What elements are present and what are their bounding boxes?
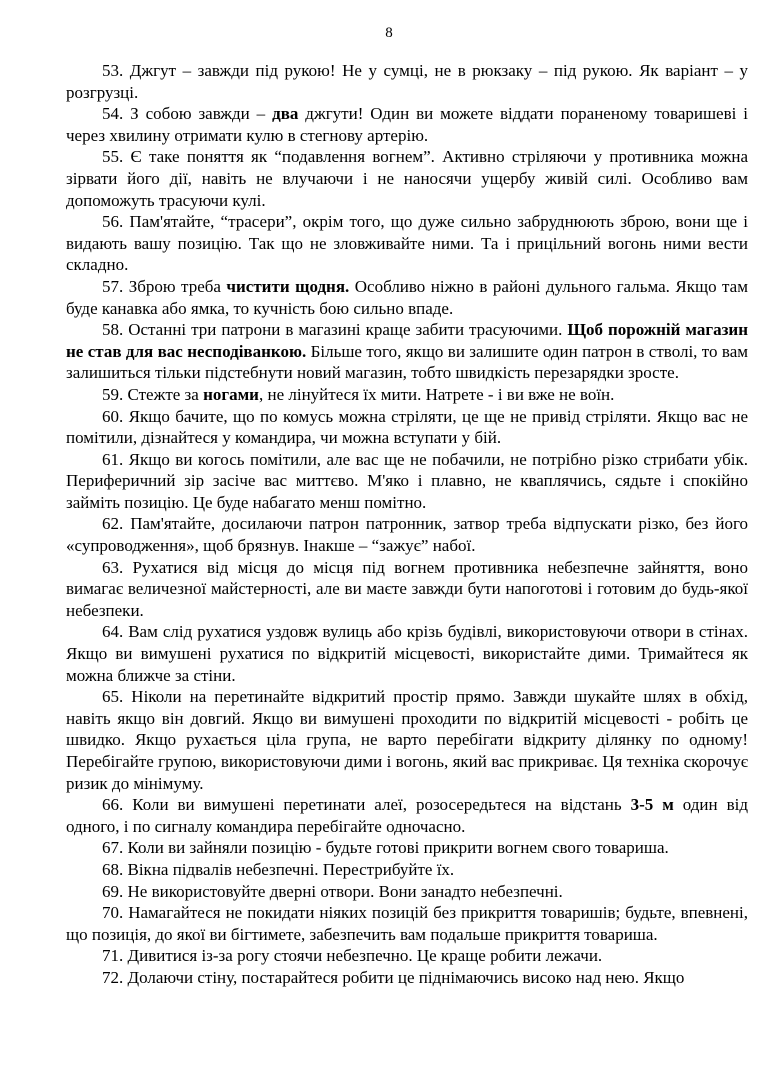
text-run: 53. Джгут – завжди під рукою! Не у сумці, не в рюкзаку – під рукою. Як варіант – у розгрузці. [66, 61, 748, 102]
paragraph [66, 837, 748, 859]
paragraph [66, 859, 748, 881]
paragraph [66, 60, 748, 103]
paragraph [66, 276, 748, 319]
text-run: 63. Рухатися від місця до місця під вогнем противника небезпечне зайняття, воно вимагає величезної майстерності, але ви маєте завжди бути напоготові і готовим до будь-якої небезпеки. [66, 557, 748, 620]
text-run: 71. Дивитися із-за рогу стоячи небезпечно. Це краще робити лежачи. [102, 946, 603, 966]
paragraph [66, 945, 748, 967]
paragraph [66, 449, 748, 514]
text-run: 60. Якщо бачите, що по комусь можна стріляти, це ще не привід стріляти. Якщо вас не помітили, дізнайтеся у командира, чи можна вступати у бій. [66, 406, 748, 448]
text-run: один від одного, і по сигналу командира перебігайте одночасно. [66, 795, 748, 836]
text-run: 68. Вікна підвалів небезпечні. Перестрибуйте їх. [102, 859, 455, 879]
paragraph [66, 319, 748, 384]
text-run: Більше того, якщо ви залишите один патрон в стволі, то вам залишиться тільки підстебнути новий магазин, тобто швидкість перезарядки зросте. [66, 341, 748, 383]
paragraph [66, 881, 748, 903]
paragraph [66, 211, 748, 276]
paragraph [66, 384, 748, 406]
text-run: 55. Є таке поняття як “подавлення вогнем”. Активно стріляючи у противника можна зірвати його дії, навіть не влучаючи і не наносячи ущербу живій силі. Особливо вам допоможуть трасуючи кулі. [66, 147, 748, 210]
paragraph [66, 103, 748, 146]
text-run: 56. Пам'ятайте, “трасери”, окрім того, що дуже сильно забруднюють зброю, вони ще і видають вашу позицію. Так що не зловживайте ними. Та і прицільний вогонь ними вести складно. [66, 212, 748, 275]
text-run: джгути! Один ви можете віддати пораненому товаришеві і через хвилину отримати кулю в стегнову артерію. [66, 104, 749, 145]
bold-text: два [272, 104, 299, 124]
bold-text: ногами [203, 384, 259, 404]
page-number: 8 [385, 25, 393, 41]
text-run: , не лінуйтеся їх мити. Натрете - і ви вже не воїн. [258, 384, 615, 404]
text-run: 70. Намагайтеся не покидати ніяких позицій без прикриття товаришів; будьте, впевнені, що позиція, до якої ви бігтимете, забезпечить вам подальше прикриття товариша. [66, 903, 748, 944]
paragraph [66, 902, 748, 945]
bold-text: чистити щодня. [226, 276, 350, 296]
paragraph [66, 557, 748, 622]
text-run: 57. Зброю треба [102, 276, 227, 296]
text-run: 62. Пам'ятайте, досилаючи патрон патронник, затвор треба відпускати різко, без його «супроводження», щоб брязнув. Інакше – “зажує” набої. [66, 514, 748, 556]
paragraph [66, 686, 748, 794]
text-run: 59. Стежте за [102, 384, 204, 404]
bold-text: Щоб порожній магазин не став для вас несподіванкою. [66, 320, 748, 361]
paragraph [66, 406, 748, 449]
bold-text: 3-5 м [630, 795, 674, 815]
text-run: 65. Ніколи на перетинайте відкритий простір прямо. Завжди шукайте шлях в обхід, навіть якщо він довгий. Якщо ви вимушені проходити по відкритій місцевості - робіть це швидко. Якщо рухається ціла група, не варто перебігати відкриту ділянку по одному! Перебігайте групою, використовуючи дими і вогонь, який вас прикриває. Ця техніка скорочує ризик до мінімуму. [66, 687, 748, 793]
text-run: 64. Вам слід рухатися уздовж вулиць або крізь будівлі, використовуючи отвори в стінах. Якщо ви вимушені рухатися по відкритій місцевості, використайте дими. Тримайтеся як можна ближче за стіни. [66, 622, 748, 685]
paragraph [66, 967, 748, 989]
paragraph [66, 146, 748, 211]
paragraph [66, 621, 748, 686]
text-run: Особливо ніжно в районі дульного гальма. Якщо там буде канавка або ямка, то кучність бою сильно впаде. [66, 276, 748, 318]
paragraph [66, 794, 748, 837]
text-run: 58. Останні три патрони в магазині краще забити трасуючими. [102, 320, 568, 340]
text-run: 61. Якщо ви когось помітили, але вас ще не побачили, не потрібно різко стрибати убік. Периферичний зір засіче вас миттєво. М'яко і плавно, не кваплячись, сядьте і спокійно займіть позицію. Це буде набагато менш помітно. [66, 449, 748, 512]
document-body [66, 60, 748, 989]
text-run: 69. Не використовуйте дверні отвори. Вони занадто небезпечні. [102, 881, 563, 901]
text-run: 66. Коли ви вимушені перетинати алеї, розосередьтеся на відстань [102, 795, 631, 815]
paragraph [66, 513, 748, 556]
text-run: 72. Долаючи стіну, постарайтеся робити це піднімаючись високо над нею. Якщо [102, 967, 685, 987]
text-run: 67. Коли ви зайняли позицію - будьте готові прикрити вогнем свого товариша. [102, 838, 669, 858]
text-run: 54. З собою завжди – [102, 104, 273, 124]
